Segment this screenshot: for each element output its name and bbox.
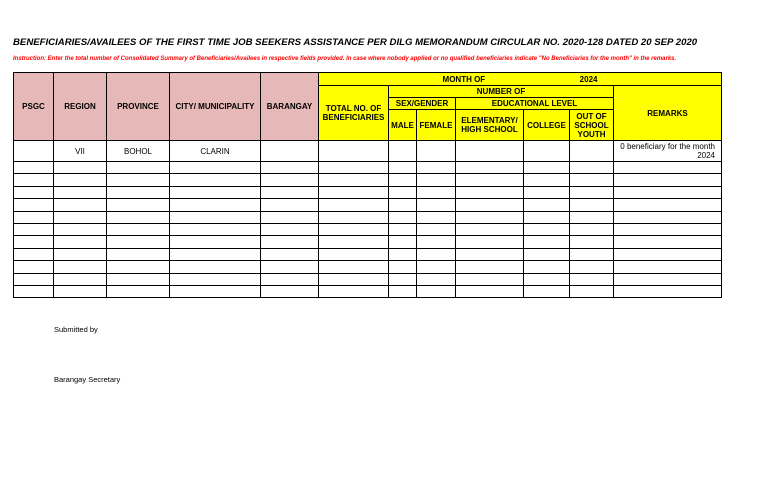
cell-male[interactable]: [389, 236, 417, 248]
cell-remarks[interactable]: [614, 248, 722, 260]
table-row: [14, 285, 722, 297]
cell-osy[interactable]: [570, 199, 614, 211]
cell-psgc[interactable]: [14, 223, 54, 235]
header-educational-level: EDUCATIONAL LEVEL: [456, 98, 614, 110]
table-row: [14, 199, 722, 211]
form-title: BENEFICIARIES/AVAILEES OF THE FIRST TIME JOB SEEKERS ASSISTANCE PER DILG MEMORANDUM CIRCULAR NO. 2020-128 DATED 20 SEP 2020: [13, 37, 698, 48]
cell-barangay[interactable]: [261, 273, 319, 285]
cell-college[interactable]: [524, 174, 570, 186]
cell-city-municipality[interactable]: [170, 273, 261, 285]
cell-college[interactable]: [524, 199, 570, 211]
cell-barangay[interactable]: [261, 211, 319, 223]
cell-province[interactable]: [107, 199, 170, 211]
cell-male[interactable]: [389, 248, 417, 260]
header-city-municipality: CITY/ MUNICIPALITY: [170, 73, 261, 141]
cell-region[interactable]: [54, 261, 107, 273]
cell-remarks[interactable]: [614, 162, 722, 174]
cell-college[interactable]: [524, 141, 570, 162]
cell-province[interactable]: [107, 186, 170, 198]
cell-barangay[interactable]: [261, 186, 319, 198]
cell-total[interactable]: [319, 199, 389, 211]
osy-line3: YOUTH: [577, 129, 606, 139]
cell-elementary[interactable]: [456, 211, 524, 223]
elementary-line1: ELEMENTARY/: [461, 116, 518, 125]
cell-female[interactable]: [417, 162, 456, 174]
cell-barangay[interactable]: [261, 261, 319, 273]
cell-region[interactable]: [54, 174, 107, 186]
cell-total[interactable]: [319, 186, 389, 198]
cell-region[interactable]: [54, 223, 107, 235]
cell-female[interactable]: [417, 223, 456, 235]
cell-osy[interactable]: [570, 236, 614, 248]
cell-barangay[interactable]: [261, 174, 319, 186]
cell-city-municipality[interactable]: [170, 186, 261, 198]
cell-city-municipality[interactable]: [170, 223, 261, 235]
cell-female[interactable]: [417, 186, 456, 198]
month-of-label: MONTH OF: [442, 74, 486, 84]
cell-osy[interactable]: [570, 174, 614, 186]
header-remarks: REMARKS: [614, 86, 722, 141]
elementary-line2: HIGH SCHOOL: [461, 125, 518, 134]
cell-college[interactable]: [524, 186, 570, 198]
header-sex-gender: SEX/GENDER: [389, 98, 456, 110]
cell-college[interactable]: [524, 285, 570, 297]
cell-osy[interactable]: [570, 141, 614, 162]
cell-region[interactable]: [54, 186, 107, 198]
cell-region[interactable]: [54, 236, 107, 248]
cell-female[interactable]: [417, 199, 456, 211]
cell-total[interactable]: [319, 211, 389, 223]
cell-female[interactable]: [417, 285, 456, 297]
cell-osy[interactable]: [570, 261, 614, 273]
cell-elementary[interactable]: [456, 273, 524, 285]
cell-male[interactable]: [389, 273, 417, 285]
cell-psgc[interactable]: [14, 186, 54, 198]
osy-line1: OUT OF: [576, 111, 607, 121]
cell-city-municipality[interactable]: [170, 285, 261, 297]
beneficiaries-table: [13, 72, 722, 298]
cell-psgc[interactable]: [14, 261, 54, 273]
cell-elementary[interactable]: [456, 223, 524, 235]
cell-college[interactable]: [524, 162, 570, 174]
cell-province[interactable]: [107, 174, 170, 186]
cell-college[interactable]: [524, 248, 570, 260]
cell-remarks[interactable]: [614, 223, 722, 235]
cell-city-municipality[interactable]: [170, 211, 261, 223]
cell-remarks[interactable]: [614, 141, 722, 162]
cell-barangay[interactable]: [261, 141, 319, 162]
cell-college[interactable]: [524, 211, 570, 223]
cell-female[interactable]: [417, 236, 456, 248]
cell-total[interactable]: [319, 236, 389, 248]
cell-region[interactable]: [54, 285, 107, 297]
cell-region[interactable]: [54, 273, 107, 285]
cell-osy[interactable]: [570, 223, 614, 235]
cell-college[interactable]: [524, 236, 570, 248]
barangay-secretary-label: Barangay Secretary: [54, 375, 121, 384]
table-row: [14, 223, 722, 235]
osy-line2: SCHOOL: [574, 120, 609, 130]
cell-region[interactable]: VII: [54, 141, 107, 162]
table-row: [14, 261, 722, 273]
cell-college[interactable]: [524, 223, 570, 235]
header-number-of: NUMBER OF: [389, 86, 614, 98]
cell-elementary[interactable]: [456, 261, 524, 273]
cell-osy[interactable]: [570, 162, 614, 174]
cell-female[interactable]: [417, 248, 456, 260]
cell-barangay[interactable]: [261, 236, 319, 248]
cell-barangay[interactable]: [261, 285, 319, 297]
cell-total[interactable]: [319, 223, 389, 235]
cell-elementary[interactable]: [456, 162, 524, 174]
cell-province[interactable]: [107, 273, 170, 285]
table-row: [14, 141, 722, 162]
cell-psgc[interactable]: [14, 211, 54, 223]
cell-female[interactable]: [417, 261, 456, 273]
cell-psgc[interactable]: [14, 141, 54, 162]
cell-female[interactable]: [417, 174, 456, 186]
cell-province[interactable]: [107, 248, 170, 260]
cell-barangay[interactable]: [261, 248, 319, 260]
cell-province[interactable]: [107, 223, 170, 235]
cell-elementary[interactable]: [456, 285, 524, 297]
cell-elementary[interactable]: [456, 199, 524, 211]
cell-remarks[interactable]: [614, 199, 722, 211]
cell-province[interactable]: [107, 236, 170, 248]
cell-remarks[interactable]: [614, 273, 722, 285]
cell-total[interactable]: [319, 273, 389, 285]
cell-elementary[interactable]: [456, 236, 524, 248]
cell-province[interactable]: BOHOL: [107, 141, 170, 162]
table-row: [14, 236, 722, 248]
cell-college[interactable]: [524, 261, 570, 273]
cell-city-municipality[interactable]: [170, 248, 261, 260]
header-barangay: BARANGAY: [261, 73, 319, 141]
header-college: COLLEGE: [524, 110, 570, 141]
header-total-beneficiaries: [319, 86, 389, 141]
cell-province[interactable]: [107, 211, 170, 223]
cell-college[interactable]: [524, 273, 570, 285]
cell-city-municipality[interactable]: [170, 174, 261, 186]
cell-city-municipality[interactable]: CLARIN: [170, 141, 261, 162]
cell-psgc[interactable]: [14, 248, 54, 260]
cell-osy[interactable]: [570, 211, 614, 223]
cell-remarks[interactable]: [614, 236, 722, 248]
cell-barangay[interactable]: [261, 199, 319, 211]
cell-total[interactable]: [319, 261, 389, 273]
cell-osy[interactable]: [570, 248, 614, 260]
remarks-line1: 0 beneficiary for the month: [620, 142, 715, 151]
table-row: [14, 273, 722, 285]
cell-remarks[interactable]: [614, 211, 722, 223]
cell-remarks[interactable]: [614, 186, 722, 198]
cell-osy[interactable]: [570, 186, 614, 198]
cell-remarks[interactable]: [614, 285, 722, 297]
cell-remarks[interactable]: [614, 174, 722, 186]
cell-total[interactable]: [319, 174, 389, 186]
cell-total[interactable]: [319, 285, 389, 297]
cell-elementary[interactable]: [456, 174, 524, 186]
cell-female[interactable]: [417, 141, 456, 162]
cell-psgc[interactable]: [14, 273, 54, 285]
cell-male[interactable]: [389, 174, 417, 186]
header-psgc: PSGC: [14, 73, 54, 141]
table-row: [14, 211, 722, 223]
month-year: 2024: [579, 74, 598, 84]
cell-male[interactable]: [389, 141, 417, 162]
cell-barangay[interactable]: [261, 162, 319, 174]
cell-elementary[interactable]: [456, 248, 524, 260]
cell-psgc[interactable]: [14, 236, 54, 248]
cell-female[interactable]: [417, 211, 456, 223]
cell-province[interactable]: [107, 285, 170, 297]
cell-psgc[interactable]: [14, 174, 54, 186]
cell-psgc[interactable]: [14, 285, 54, 297]
submitted-by-label: Submitted by: [54, 325, 98, 334]
cell-male[interactable]: [389, 199, 417, 211]
cell-male[interactable]: [389, 261, 417, 273]
header-month-of: [319, 73, 722, 86]
cell-total[interactable]: [319, 141, 389, 162]
remarks-line2: 2024: [697, 151, 715, 160]
cell-region[interactable]: [54, 248, 107, 260]
header-female: FEMALE: [417, 110, 456, 141]
total-line1: TOTAL NO. OF: [325, 104, 382, 113]
cell-osy[interactable]: [570, 273, 614, 285]
table-row: [14, 162, 722, 174]
table-row: [14, 174, 722, 186]
cell-barangay[interactable]: [261, 223, 319, 235]
cell-region[interactable]: [54, 211, 107, 223]
table-row: [14, 248, 722, 260]
cell-male[interactable]: [389, 285, 417, 297]
header-out-of-school-youth: [570, 110, 614, 141]
header-region: REGION: [54, 73, 107, 141]
empty-rows: [14, 162, 722, 298]
table-row: [14, 186, 722, 198]
cell-osy[interactable]: [570, 285, 614, 297]
header-male: MALE: [389, 110, 417, 141]
cell-total[interactable]: [319, 248, 389, 260]
total-line2: BENEFICIARIES: [322, 113, 385, 122]
header-province: PROVINCE: [107, 73, 170, 141]
cell-female[interactable]: [417, 273, 456, 285]
cell-city-municipality[interactable]: [170, 261, 261, 273]
cell-province[interactable]: [107, 162, 170, 174]
cell-province[interactable]: [107, 261, 170, 273]
cell-male[interactable]: [389, 211, 417, 223]
cell-city-municipality[interactable]: [170, 236, 261, 248]
cell-region[interactable]: [54, 162, 107, 174]
header-elementary-high-school: [456, 110, 524, 141]
cell-city-municipality[interactable]: [170, 162, 261, 174]
cell-elementary[interactable]: [456, 186, 524, 198]
cell-region[interactable]: [54, 199, 107, 211]
cell-male[interactable]: [389, 223, 417, 235]
cell-male[interactable]: [389, 162, 417, 174]
cell-male[interactable]: [389, 186, 417, 198]
instruction-text: Instruction: Enter the total number of Consolidated Summary of Beneficiaries/Availees in respective fields provided. In case where nobody applied or no qualified beneficiaries indicate "No Beneficiaries for the month" in the remarks.: [13, 56, 677, 62]
cell-psgc[interactable]: [14, 162, 54, 174]
cell-psgc[interactable]: [14, 199, 54, 211]
cell-city-municipality[interactable]: [170, 199, 261, 211]
cell-elementary[interactable]: [456, 141, 524, 162]
cell-remarks[interactable]: [614, 261, 722, 273]
cell-total[interactable]: [319, 162, 389, 174]
